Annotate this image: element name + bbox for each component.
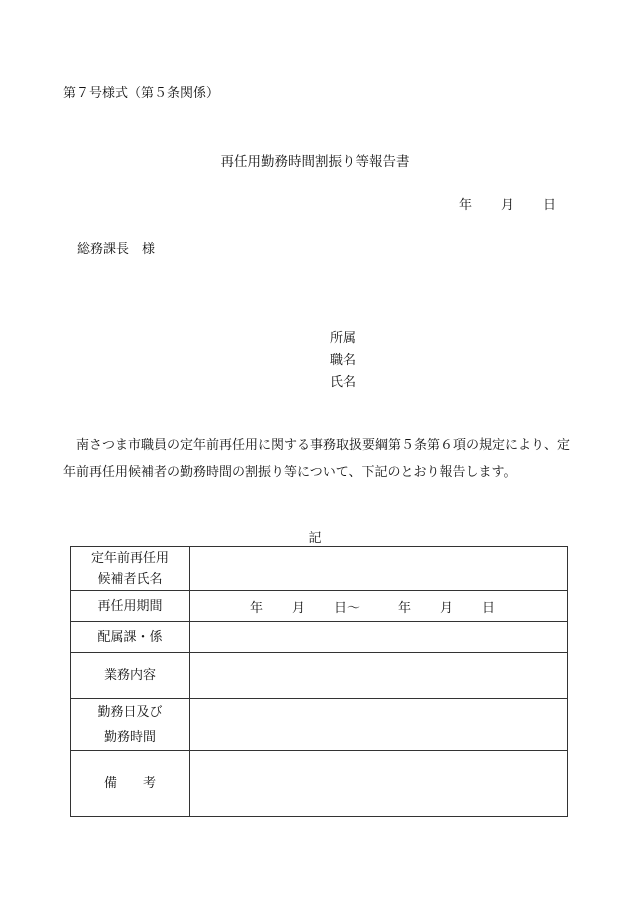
date-day: 日	[543, 198, 557, 213]
period-label: 再任用期間	[71, 591, 190, 622]
period-dates	[190, 597, 567, 616]
table-row	[71, 699, 568, 751]
form-number: 第７号様式（第５条関係）	[63, 86, 220, 101]
remarks-cell[interactable]	[190, 751, 568, 817]
date-month: 月	[501, 198, 515, 213]
department-label: 配属課・係	[71, 622, 190, 653]
period-to-day: 日	[482, 600, 496, 616]
candidate-name-label-line2: 候補者氏名	[97, 571, 163, 587]
period-to-year: 年	[398, 600, 412, 616]
table-row	[71, 547, 568, 591]
work-days-label-line2: 勤務時間	[103, 729, 156, 745]
table-row	[71, 591, 568, 622]
period-to-month: 月	[440, 600, 454, 616]
candidate-name-label	[71, 547, 190, 591]
reporter-position-label: 職名	[330, 353, 357, 368]
work-days-cell[interactable]	[190, 699, 568, 751]
period-from-day: 日～	[334, 600, 361, 616]
document-title: 再任用勤務時間割振り等報告書	[220, 154, 410, 170]
department-cell[interactable]	[190, 622, 568, 653]
duties-label: 業務内容	[71, 653, 190, 699]
work-days-label	[71, 699, 190, 751]
table-row	[71, 751, 568, 817]
remarks-label: 備 考	[71, 751, 190, 817]
work-days-label-line1: 勤務日及び	[97, 704, 163, 720]
ki-heading: 記	[308, 531, 322, 546]
report-table	[70, 546, 568, 817]
period-cell[interactable]	[190, 591, 568, 622]
period-from-year: 年	[250, 600, 264, 616]
addressee: 総務課長 様	[77, 242, 156, 257]
date-line	[459, 194, 556, 213]
duties-cell[interactable]	[190, 653, 568, 699]
body-paragraph: 南さつま市職員の定年前再任用に関する事務取扱要綱第５条第６項の規定により、定年前再任用候補者の勤務時間の割振り等について、下記のとおり報告します。	[63, 438, 571, 480]
reporter-name-label: 氏名	[330, 375, 357, 390]
table-row	[71, 653, 568, 699]
reporter-affiliation-label: 所属	[330, 331, 357, 346]
candidate-name-cell[interactable]	[190, 547, 568, 591]
table-row	[71, 622, 568, 653]
period-from-month: 月	[292, 600, 306, 616]
date-year: 年	[459, 198, 473, 213]
candidate-name-label-line1: 定年前再任用	[90, 550, 169, 566]
